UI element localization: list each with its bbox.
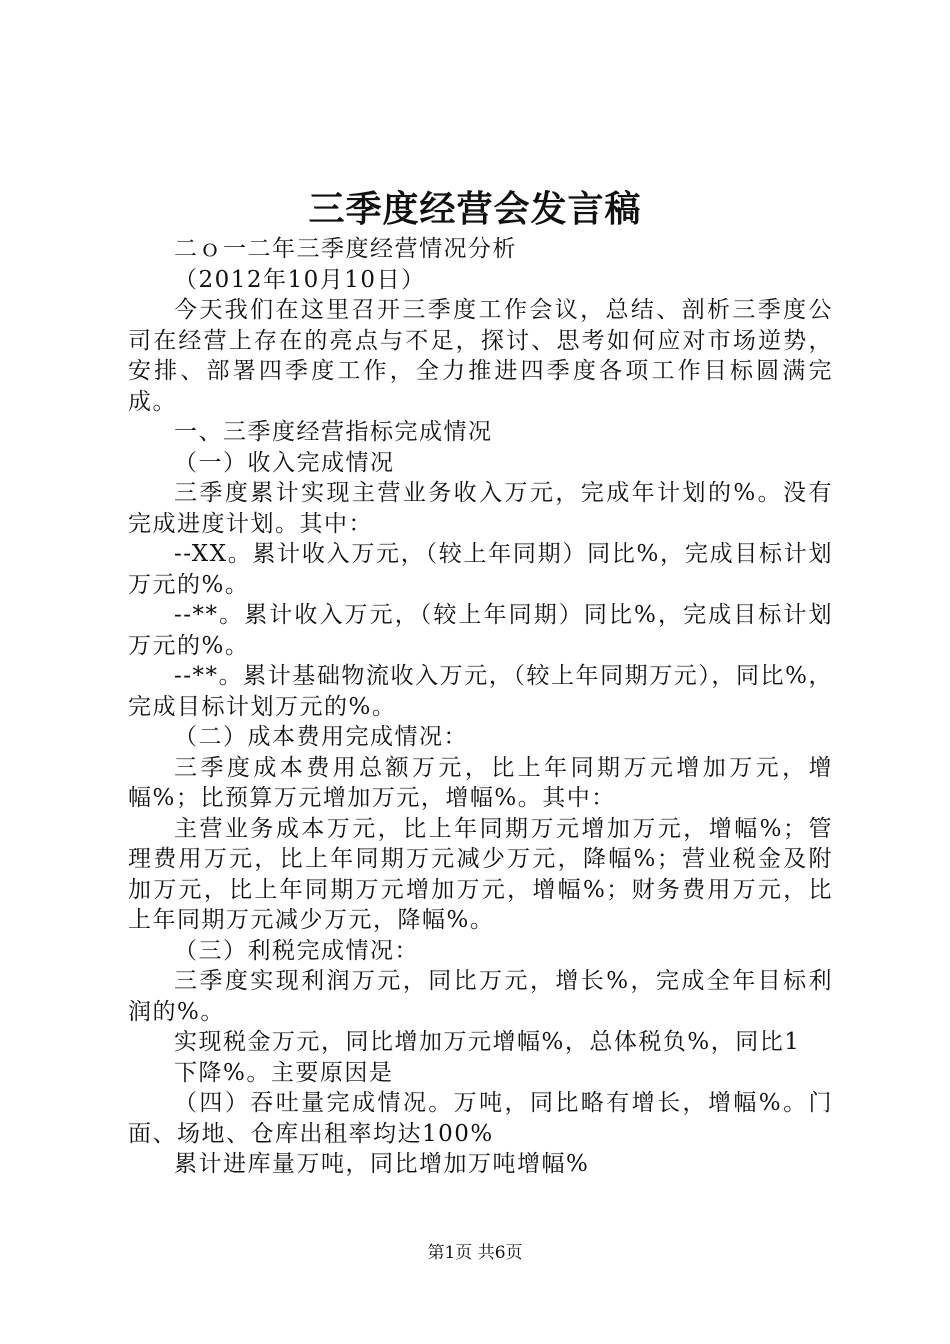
subheading-profit: （三）利税完成情况： [174, 937, 419, 964]
intro-paragraph: 今天我们在这里召开三季度工作会议，总结、剖析三季度公司在经营上存在的亮点与不足，探讨、思考如何应对市场逆势，安排、部署四季度工作，全力推进四季度各项工作目标圆满完成。 [128, 297, 833, 415]
subtitle: 二ｏ一二年三季度经营情况分析 [174, 236, 517, 262]
subheading-cost: （二）成本费用完成情况： [174, 724, 468, 750]
paragraph-inbound: 累计进库量万吨，同比增加万吨增幅% [174, 1151, 590, 1177]
document-body [128, 234, 833, 1180]
page-footer: 第1页 共6页 [427, 1243, 523, 1263]
paragraph-cost-detail: 主营业务成本万元，比上年同期万元增加万元，增幅%；管理费用万元，比上年同期万元减少万元，降幅%；营业税金及附加万元，比上年同期万元增加万元，增幅%；财务费用万元，比上年同期万元减少万元，降幅%。 [128, 815, 833, 933]
document-title: 三季度经营会发言稿 [308, 188, 642, 230]
list-item-b: --**。累计基础物流收入万元，（较上年同期万元），同比%，完成目标计划万元的%。 [128, 663, 833, 720]
paragraph-profit: 三季度实现利润万元，同比万元，增长%，完成全年目标利润的%。 [128, 968, 833, 1025]
list-item-xx: --XX。累计收入万元，（较上年同期）同比%，完成目标计划万元的%。 [128, 541, 833, 598]
paragraph-tax: 实现税金万元，同比增加万元增幅%，总体税负%，同比1 [174, 1029, 801, 1055]
list-item-a: --**。累计收入万元，（较上年同期）同比%，完成目标计划万元的%。 [128, 602, 833, 659]
section-heading-1: 一、三季度经营指标完成情况 [174, 419, 493, 445]
date-line: （2012年10月10日） [174, 266, 426, 293]
paragraph-cost-total: 三季度成本费用总额万元，比上年同期万元增加万元，增幅%；比预算万元增加万元，增幅%。其中： [128, 754, 833, 811]
paragraph-income: 三季度累计实现主营业务收入万元，完成年计划的%。没有完成进度计划。其中： [128, 480, 833, 537]
paragraph-reason: 下降%。主要原因是 [174, 1059, 394, 1086]
paragraph-throughput: （四）吞吐量完成情况。万吨，同比略有增长，增幅%。门面、场地、仓库出租率均达100% [128, 1090, 833, 1147]
subheading-income: （一）收入完成情况 [174, 449, 395, 476]
